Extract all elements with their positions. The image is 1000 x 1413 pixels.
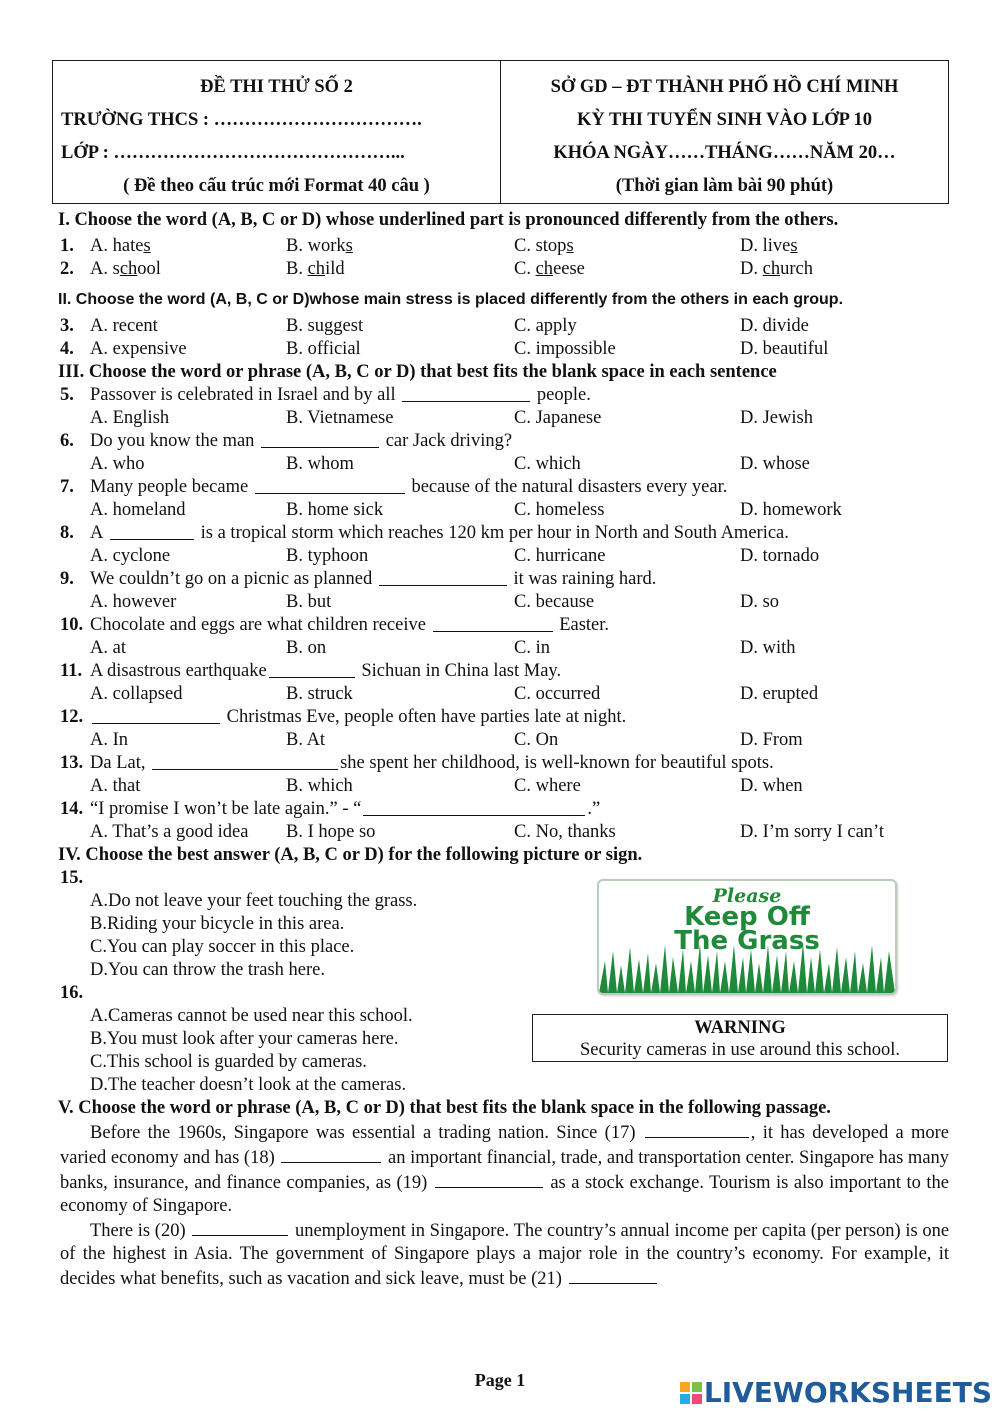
answer-blank-18[interactable]	[281, 1145, 381, 1163]
liveworksheets-logo: LIVEWORKSHEETS	[680, 1376, 992, 1409]
question-6	[60, 430, 949, 453]
option-c[interactable]: C. homeless	[514, 500, 605, 520]
answer-blank[interactable]	[255, 476, 405, 494]
question-number: 5.	[60, 385, 74, 405]
option-d[interactable]: D. with	[740, 638, 796, 658]
question-4	[60, 338, 949, 361]
answer-blank-19[interactable]	[435, 1170, 543, 1188]
option-b[interactable]: B. which	[286, 776, 353, 796]
option-d[interactable]: D. church	[740, 259, 813, 279]
exam-header	[52, 60, 949, 204]
option-a[interactable]: A. In	[90, 730, 129, 750]
options-6	[90, 453, 949, 476]
question-number: 3.	[60, 316, 74, 336]
question-number: 7.	[60, 477, 74, 497]
question-text: .”	[587, 799, 601, 819]
options-5	[90, 407, 949, 430]
question-9	[60, 568, 949, 591]
question-text: Christmas Eve, people often have parties late at night.	[226, 707, 627, 727]
sign-please-text: Please	[712, 885, 782, 907]
options-12	[90, 729, 949, 752]
option-a[interactable]: A. school	[90, 259, 161, 279]
section-1-heading: I. Choose the word (A, B, C or D) whose underlined part is pronounced differently from the others.	[58, 210, 839, 230]
option-a[interactable]: A. collapsed	[90, 684, 183, 704]
question-text: Easter.	[559, 615, 610, 635]
option-a[interactable]: A. English	[90, 408, 170, 428]
question-number: 15.	[60, 868, 84, 888]
class-field: LỚP : ………………………………………...	[61, 143, 405, 163]
question-text: because of the natural disasters every year.	[411, 477, 728, 497]
question-8	[60, 522, 949, 545]
question-1	[60, 235, 949, 258]
option-b[interactable]: B. typhoon	[286, 546, 369, 566]
question-text: people.	[536, 385, 591, 405]
answer-blank[interactable]	[261, 430, 379, 448]
option-d[interactable]: D. Jewish	[740, 408, 813, 428]
options-15	[90, 890, 417, 982]
option-c[interactable]: C. On	[514, 730, 559, 750]
question-7	[60, 476, 949, 499]
question-text: A disastrous earthquake	[90, 661, 267, 681]
option-c[interactable]: C. Japanese	[514, 408, 602, 428]
option-c[interactable]: C. in	[514, 638, 550, 658]
option-b[interactable]: B.You must look after your cameras here.	[90, 1029, 399, 1049]
warning-sign	[532, 1014, 948, 1062]
passage-paragraph-2: There is (20) unemployment in Singapore. The country’s annual income per capita (per person) is one of the highest in Asia. The government of Singapore plays a major role in the country’s economy. For example, it decides what benefits, such as vacation and sick leave, must be (21)	[60, 1218, 949, 1291]
option-c[interactable]: C. because	[514, 592, 595, 612]
question-number: 13.	[60, 753, 84, 773]
options-13	[90, 775, 949, 798]
exam-page	[52, 60, 949, 1291]
option-a[interactable]: A. however	[90, 592, 177, 612]
options-14	[90, 821, 949, 844]
question-text: is a tropical storm which reaches 120 km per hour in North and South America.	[200, 523, 789, 543]
question-number: 8.	[60, 523, 74, 543]
answer-blank-20[interactable]	[192, 1218, 288, 1236]
keep-off-grass-sign	[597, 879, 897, 995]
question-number: 9.	[60, 569, 74, 589]
page-number: Page 1	[474, 1370, 526, 1390]
department-name: SỞ GD – ĐT THÀNH PHỐ HỒ CHÍ MINH	[550, 77, 899, 97]
reading-passage	[60, 1120, 949, 1291]
option-d[interactable]: D. when	[740, 776, 803, 796]
question-text: she spent her childhood, is well-known for beautiful spots.	[340, 753, 774, 773]
option-a[interactable]: A.Cameras cannot be used near this school.	[90, 1006, 413, 1026]
answer-blank-21[interactable]	[569, 1266, 657, 1284]
answer-blank[interactable]	[269, 660, 355, 678]
question-number: 1.	[60, 236, 74, 256]
question-number: 12.	[60, 707, 84, 727]
options-10	[90, 637, 949, 660]
option-b[interactable]: B. on	[286, 638, 327, 658]
section-3-heading: III. Choose the word or phrase (A, B, C or D) that best fits the blank space in each sentence	[58, 362, 777, 382]
time-limit: (Thời gian làm bài 90 phút)	[615, 176, 834, 196]
question-number: 14.	[60, 799, 84, 819]
option-c[interactable]: C. hurricane	[514, 546, 606, 566]
question-text: “I promise I won’t be late again.” - “	[90, 799, 362, 819]
answer-blank[interactable]	[152, 752, 338, 770]
question-14	[60, 798, 949, 821]
question-number: 6.	[60, 431, 74, 451]
question-text: Da Lat,	[90, 753, 146, 773]
option-c[interactable]: C.This school is guarded by cameras.	[90, 1052, 367, 1072]
question-text: Sichuan in China last May.	[361, 661, 562, 681]
option-b[interactable]: B. I hope so	[286, 822, 376, 842]
answer-blank[interactable]	[379, 568, 507, 586]
option-b[interactable]: B. works	[286, 236, 353, 256]
option-a[interactable]: A. expensive	[90, 339, 187, 359]
option-b[interactable]: B. home sick	[286, 500, 384, 520]
option-a[interactable]: A. who	[90, 454, 145, 474]
logo-icon	[680, 1382, 702, 1404]
option-c[interactable]: C. apply	[514, 316, 577, 336]
option-d[interactable]: D. erupted	[740, 684, 819, 704]
option-b[interactable]: B. suggest	[286, 316, 364, 336]
option-c[interactable]: C.You can play soccer in this place.	[90, 937, 355, 957]
option-b[interactable]: B. struck	[286, 684, 353, 704]
option-b[interactable]: B. Vietnamese	[286, 408, 394, 428]
option-d[interactable]: D. divide	[740, 316, 809, 336]
question-text: car Jack driving?	[385, 431, 513, 451]
section-4-heading: IV. Choose the best answer (A, B, C or D) for the following picture or sign.	[58, 845, 643, 865]
question-text: A	[90, 523, 104, 543]
option-c[interactable]: C. stops	[514, 236, 574, 256]
school-field: TRƯỜNG THCS : …………………………….	[61, 110, 422, 130]
question-text: it was raining hard.	[513, 569, 657, 589]
question-number: 4.	[60, 339, 74, 359]
option-d[interactable]: D. lives	[740, 236, 798, 256]
option-b[interactable]: B.Riding your bicycle in this area.	[90, 914, 345, 934]
question-text: Passover is celebrated in Israel and by all	[90, 385, 396, 405]
question-2	[60, 258, 949, 281]
warning-title: WARNING	[694, 1018, 786, 1038]
question-number: 10.	[60, 615, 84, 635]
option-b[interactable]: B. whom	[286, 454, 354, 474]
option-d[interactable]: D.You can throw the trash here.	[90, 960, 325, 980]
option-a[interactable]: A. That’s a good idea	[90, 822, 249, 842]
question-number: 16.	[60, 983, 84, 1003]
options-16	[90, 1005, 413, 1097]
option-c[interactable]: C. which	[514, 454, 581, 474]
exam-title: ĐỀ THI THỬ SỐ 2	[200, 77, 353, 97]
question-number: 2.	[60, 259, 74, 279]
option-d[interactable]: D. tornado	[740, 546, 820, 566]
option-d[interactable]: D.The teacher doesn’t look at the cameras.	[90, 1075, 407, 1095]
question-12	[60, 706, 949, 729]
options-7	[90, 499, 949, 522]
options-11	[90, 683, 949, 706]
header-left	[53, 61, 501, 203]
warning-text: Security cameras in use around this school.	[579, 1040, 901, 1060]
header-right	[501, 61, 948, 203]
option-d[interactable]: D. beautiful	[740, 339, 829, 359]
answer-blank[interactable]	[402, 384, 530, 402]
option-d[interactable]: D. homework	[740, 500, 842, 520]
question-number: 11.	[60, 661, 83, 681]
option-a[interactable]: A. that	[90, 776, 141, 796]
question-11	[60, 660, 949, 683]
option-c[interactable]: C. where	[514, 776, 581, 796]
sign-questions	[52, 867, 949, 1097]
answer-blank-17[interactable]	[645, 1120, 749, 1138]
passage-paragraph-1: Before the 1960s, Singapore was essential a trading nation. Since (17) , it has developed a more varied economy and has (18) an important financial, trade, and transportation center. Singapore has many banks, insurance, and finance companies, as (19) as a stock exchange. Tourism is also important to the economy of Singapore.	[60, 1120, 949, 1218]
grass-icon	[599, 939, 895, 993]
option-b[interactable]: B. child	[286, 259, 345, 279]
answer-blank[interactable]	[92, 706, 220, 724]
option-b[interactable]: B. official	[286, 339, 361, 359]
option-a[interactable]: A. homeland	[90, 500, 186, 520]
options-8	[90, 545, 949, 568]
option-d[interactable]: D. whose	[740, 454, 810, 474]
question-text: We couldn’t go on a picnic as planned	[90, 569, 373, 589]
option-d[interactable]: D. I’m sorry I can’t	[740, 822, 885, 842]
question-text: Do you know the man	[90, 431, 255, 451]
option-a[interactable]: A. at	[90, 638, 126, 658]
question-10	[60, 614, 949, 637]
question-3	[60, 315, 949, 338]
question-5	[60, 384, 949, 407]
option-a[interactable]: A.Do not leave your feet touching the grass.	[90, 891, 418, 911]
option-d[interactable]: D. From	[740, 730, 803, 750]
option-c[interactable]: C. occurred	[514, 684, 601, 704]
option-d[interactable]: D. so	[740, 592, 780, 612]
option-b[interactable]: B. At	[286, 730, 326, 750]
option-a[interactable]: A. hates	[90, 236, 151, 256]
section-5-heading: V. Choose the word or phrase (A, B, C or D) that best fits the blank space in the following passage.	[58, 1098, 831, 1118]
answer-blank[interactable]	[433, 614, 553, 632]
option-a[interactable]: A. cyclone	[90, 546, 171, 566]
options-9	[90, 591, 949, 614]
question-13	[60, 752, 949, 775]
question-text: Many people became	[90, 477, 249, 497]
format-note: ( Đề theo cấu trúc mới Format 40 câu )	[123, 176, 430, 196]
option-a[interactable]: A. recent	[90, 316, 158, 336]
sign-main-text: Keep Off The Grass	[674, 902, 820, 956]
option-b[interactable]: B. but	[286, 592, 332, 612]
option-c[interactable]: C. cheese	[514, 259, 585, 279]
answer-blank[interactable]	[110, 522, 194, 540]
option-c[interactable]: C. No, thanks	[514, 822, 616, 842]
option-c[interactable]: C. impossible	[514, 339, 616, 359]
exam-date: KHÓA NGÀY……THÁNG……NĂM 20…	[553, 143, 896, 163]
answer-blank[interactable]	[363, 798, 585, 816]
section-2-heading: II. Choose the word (A, B, C or D)whose main stress is placed differently from the others in each group.	[58, 291, 844, 308]
question-text: Chocolate and eggs are what children receive	[90, 615, 426, 635]
exam-name: KỲ THI TUYỂN SINH VÀO LỚP 10	[576, 110, 873, 130]
